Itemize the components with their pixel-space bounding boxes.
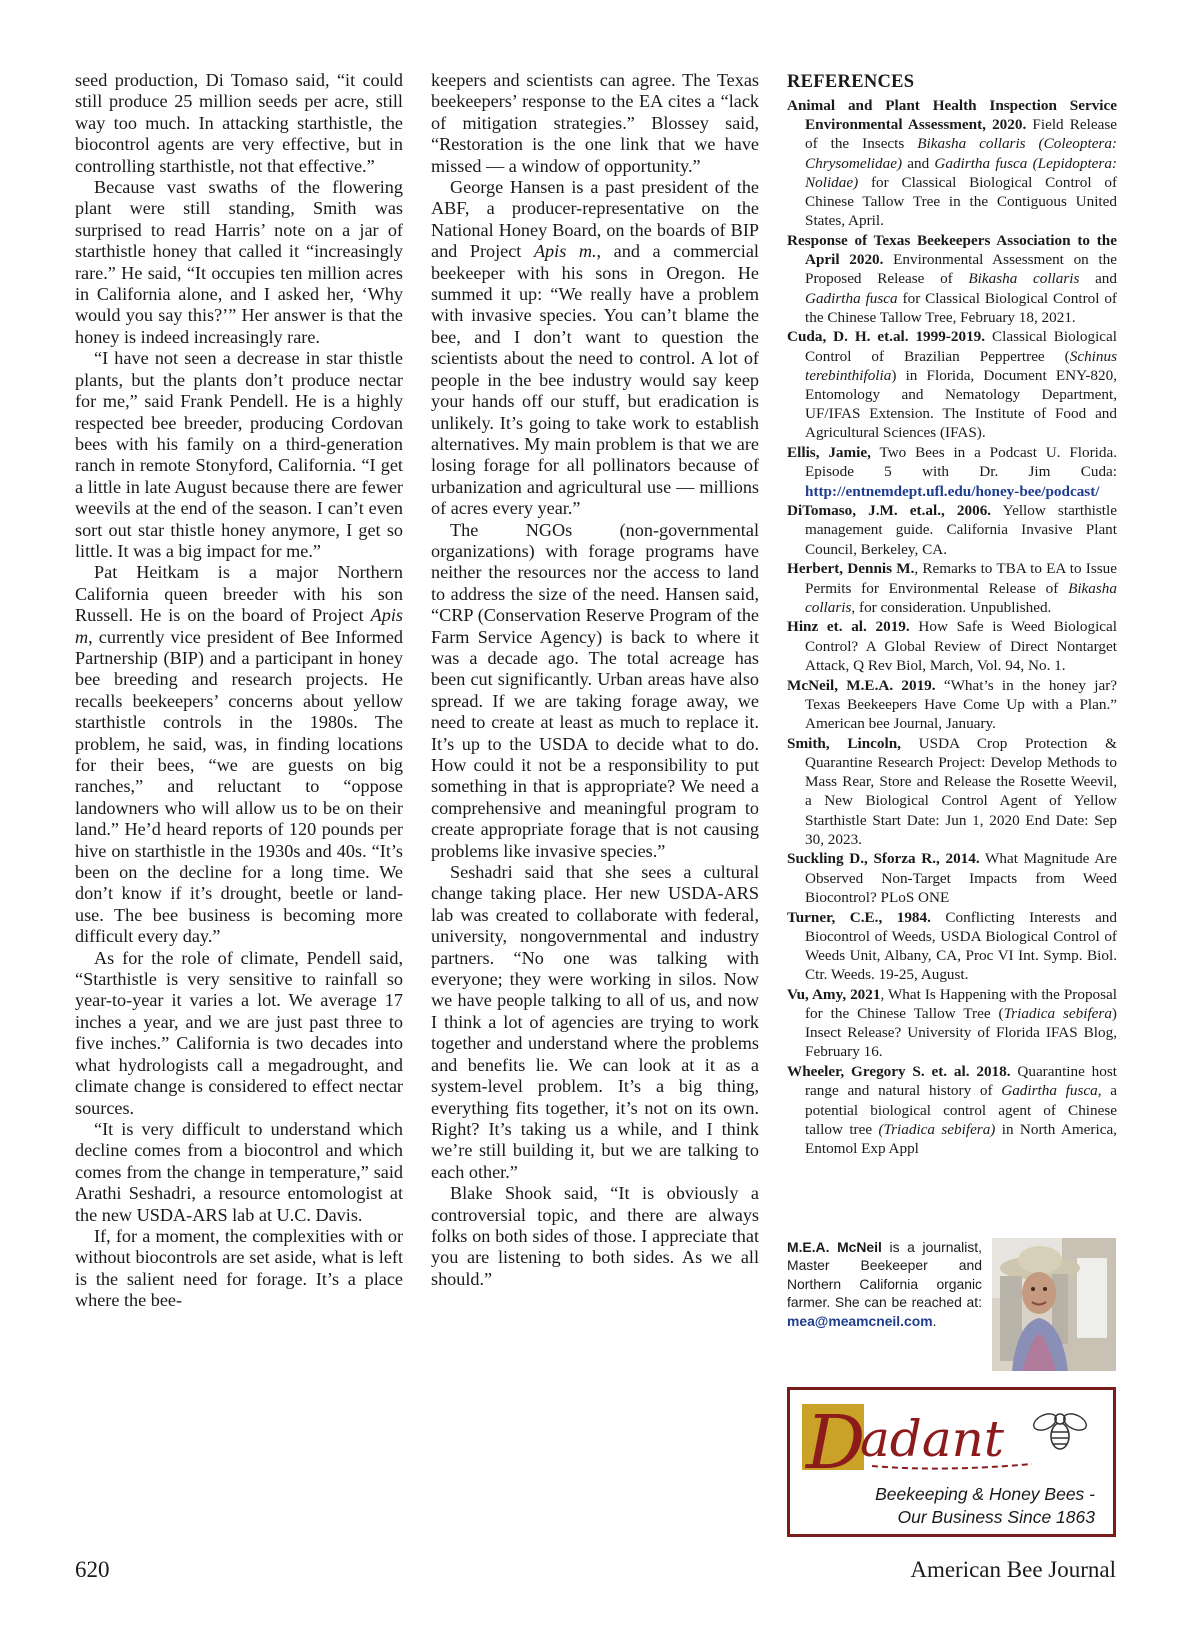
paragraph: As for the role of climate, Pendell said, “Starthistle is very sensitive to rainfall so year-to-year it varies a lot. We average 17 inches a year, and we are just past three to five inches.” California is two decades into what hydrologists call a megadrought, and climate change is considered to effect nectar sources.: [75, 947, 403, 1118]
paragraph: “I have not seen a decrease in star thistle plants, but the plants don’t produce nectar for me,” said Frank Pendell. He is a highly respected bee breeder, producing Cordovan bees with his family on a third-generation ranch in remote Stonyford, California. “I get a little in late August because there are fewer weevils at the end of the season. I can’t even sort out star thistle honey anymore, I get so little. It was a big impact for me.”: [75, 348, 403, 561]
paragraph: “It is very difficult to understand which decline comes from a biocontrol and which comes from the change in temperature,” said Arathi Seshadri, a resource entomologist at the new USDA-ARS lab at U.C. Davis.: [75, 1118, 403, 1225]
paragraph: seed production, Di Tomaso said, “it could still produce 25 million seeds per acre, still way too much. In attacking starthistle, the biocontrol agents are very effective, but in controlling starthistle, not that effective.”: [75, 70, 403, 176]
reference-item: Wheeler, Gregory S. et. al. 2018. Quarantine host range and natural history of Gadirtha fusca, a potential biological control agent of Chinese tallow tree (Triadica sebifera) in North America, Entomol Exp Appl: [787, 1063, 1117, 1157]
journal-name: American Bee Journal: [910, 1557, 1116, 1582]
references-heading: REFERENCES: [787, 72, 915, 92]
paragraph: Blake Shook said, “It is obviously a controversial topic, and there are always folks on both sides of those. I appreciate that you are listening to both sides. As we all should.”: [431, 1183, 759, 1289]
reference-item: Turner, C.E., 1984. Conflicting Interests and Biocontrol of Weeds, USDA Biological Control of Weeds Unit, Albany, CA, Proc VI Int. Symp. Biol. Ctr. Weeds. 19-25, August.: [787, 908, 1117, 984]
reference-item: Cuda, D. H. et.al. 1999-2019. Classical Biological Control of Brazilian Peppertree (Schinus terebinthifolia) in Florida, Document ENY-820, Entomology and Nematology Department, UF/IFAS Extension. The Institute of Food and Agricultural Sciences (IFAS).: [787, 328, 1117, 442]
svg-text:D: D: [806, 1400, 866, 1478]
article-column-1: [75, 70, 403, 1312]
reference-item: Ellis, Jamie, Two Bees in a Podcast U. Florida. Episode 5 with Dr. Jim Cuda: http://entnemdept.ufl.edu/honey-bee/podcast/: [787, 444, 1118, 500]
author-name: M.E.A. McNeil: [787, 1239, 882, 1255]
author-bio-text: M.E.A. McNeil is a journalist, Master Beekeeper and Northern California organic farmer. She can be reached at: mea@meamcneil.com.: [787, 1239, 982, 1329]
reference-item: Suckling D., Sforza R., 2014. What Magnitude Are Observed Non-Target Impacts from Weed Biocontrol? PLoS ONE: [787, 850, 1117, 906]
reference-item: Response of Texas Beekeepers Association to the April 2020. Environmental Assessment on the Proposed Release of Bikasha collaris and Gadirtha fusca for Classical Biological Control of the Chinese Tallow Tree, February 18, 2021.: [787, 231, 1117, 326]
page-number: 620: [75, 1557, 110, 1582]
reference-item: Animal and Plant Health Inspection Service Environmental Assessment, 2020. Field Release of the Insects Bikasha collaris (Coleoptera: Chrysomelidae) and Gadirtha fusca (Lepidoptera: Nolidae) for Classical Biological Control of Chinese Tallow Tree in the Contiguous United States, April.: [787, 97, 1117, 230]
references-section: [787, 72, 1117, 1159]
paragraph: Because vast swaths of the flowering plant were still standing, Smith was surprised to read Harris’ note on a jar of starthistle honey that called it “increasingly rare.” He said, “It occupies ten million acres in California alone, and I asked her, ‘Why would you say this?’” Her answer is that the honey is indeed increasingly rare.: [75, 177, 403, 347]
author-bio: [787, 1238, 1117, 1368]
reference-item: McNeil, M.E.A. 2019. “What’s in the honey jar? Texas Beekeepers Have Come Up with a Plan.” American bee Journal, January.: [787, 676, 1117, 732]
italic-term: Apis m.: [533, 241, 597, 262]
author-email-link[interactable]: mea@meamcneil.com: [787, 1312, 933, 1329]
bee-icon: [1031, 1411, 1089, 1449]
paragraph: The NGOs (non-governmental organizations) with forage programs have neither the resources nor the access to land to address the size of the need. Hansen said, “CRP (Conservation Reserve Program of the Farm Service Agency) is back to where it was a decade ago. The total acreage has been cut significantly. Urban areas have also spread. If we are taking forage away, we need to create at least as much to replace it. It’s up to the USDA to decide what to do. How could it not be a responsibility to put something in that is appropriate? We need a comprehensive and meaningful program to create appropriate forage that is not causing problems like invasive species.”: [431, 519, 759, 861]
reference-item: Smith, Lincoln, USDA Crop Protection & Quarantine Research Project: Develop Methods to Mass Rear, Store and Release the Rosette Weevil, a New Biological Control Agent of Yellow Starthistle Start Date: Jun 1, 2020 End Date: Sep 30, 2023.: [787, 734, 1117, 848]
dadant-logo: [802, 1398, 1102, 1478]
paragraph: George Hansen is a past president of the ABF, a producer-representative on the National Honey Board, on the boards of BIP and Project Apis m., and a commercial beekeeper with his sons in Oregon. He summed it up: “We really have a problem with invasive species. You can’t blame the bee, and I don’t want to question the scientists about the need to control. A lot of people in the bee industry would say keep your hands off our stuff, but eradication is unlikely. It’s going to take work to establish alternatives. My main problem is that we are losing forage for all pollinators because of urbanization and agricultural use — millions of acres every year.”: [431, 177, 759, 519]
reference-item: Vu, Amy, 2021, What Is Happening with the Proposal for the Chinese Tallow Tree (Triadica sebifera) Insect Release? University of Florida IFAS Blog, February 16.: [787, 985, 1117, 1061]
reference-item: Hinz et. al. 2019. How Safe is Weed Biological Control? A Global Review of Direct Nontarget Attack, Q Rev Biol, March, Vol. 94, No. 1.: [787, 618, 1117, 674]
author-photo: [992, 1238, 1116, 1371]
paragraph: Pat Heitkam is a major Northern California queen breeder with his son Russell. He is on the board of Project Apis m, currently vice president of Bee Informed Partnership (BIP) and a participant in honey bee breeding and research projects. He recalls beekeepers’ concerns about yellow starthistle controls in the 1980s. The problem, he said, was, in finding locations for their bees, “we are guests on big ranches,” and reluctant to “oppose landowners who will allow us to be on their land.” He’d heard reports of 120 pounds per hive on starthistle in the 1930s and 40s. “It’s been on the decline for a long time. We don’t know if it’s drought, beetle or land-use. The bee business is becoming more difficult every day.”: [75, 562, 403, 947]
reference-item: Herbert, Dennis M., Remarks to TBA to EA to Issue Permits for Environmental Release of Bikasha collaris, for consideration. Unpublished.: [787, 560, 1117, 616]
article-column-2: [431, 70, 759, 1290]
ad-tagline: Our Business Since 1863: [897, 1507, 1095, 1527]
paragraph: If, for a moment, the complexities with or without biocontrols are set aside, what is left is the salient need for forage. It’s a place where the bee-: [75, 1225, 403, 1311]
paragraph: keepers and scientists can agree. The Texas beekeepers’ response to the EA cites a “lack of mitigation strategies.” Blossey said, “Restoration is the one link that we have missed — a window of opportunity.”: [431, 70, 759, 176]
ad-tagline: Beekeeping & Honey Bees -: [875, 1484, 1095, 1504]
paragraph: Seshadri said that she sees a cultural change taking place. Her new USDA-ARS lab was created to collaborate with federal, university, nongovernmental and industry partners. “No one was talking with everyone; they were working in silos. Now we have people talking to all of us, and now I think a lot of agencies are trying to work together and understand where the problems and benefits lie. We can look at it as a system-level problem. It’s a big thing, everything fits together, it’s not on its own. Right? It’s taking us a while, and I think we’re still building it, but we are talking to each other.”: [431, 862, 759, 1182]
svg-text:adant: adant: [860, 1410, 1004, 1468]
dadant-advertisement[interactable]: [787, 1387, 1116, 1537]
reference-item: DiTomaso, J.M. et.al., 2006. Yellow starthistle management guide. California Invasive Plant Council, Berkeley, CA.: [787, 502, 1117, 558]
podcast-link[interactable]: http://entnemdept.ufl.edu/honey-bee/podcast/: [805, 482, 1100, 500]
italic-term: Apis m: [75, 605, 403, 647]
